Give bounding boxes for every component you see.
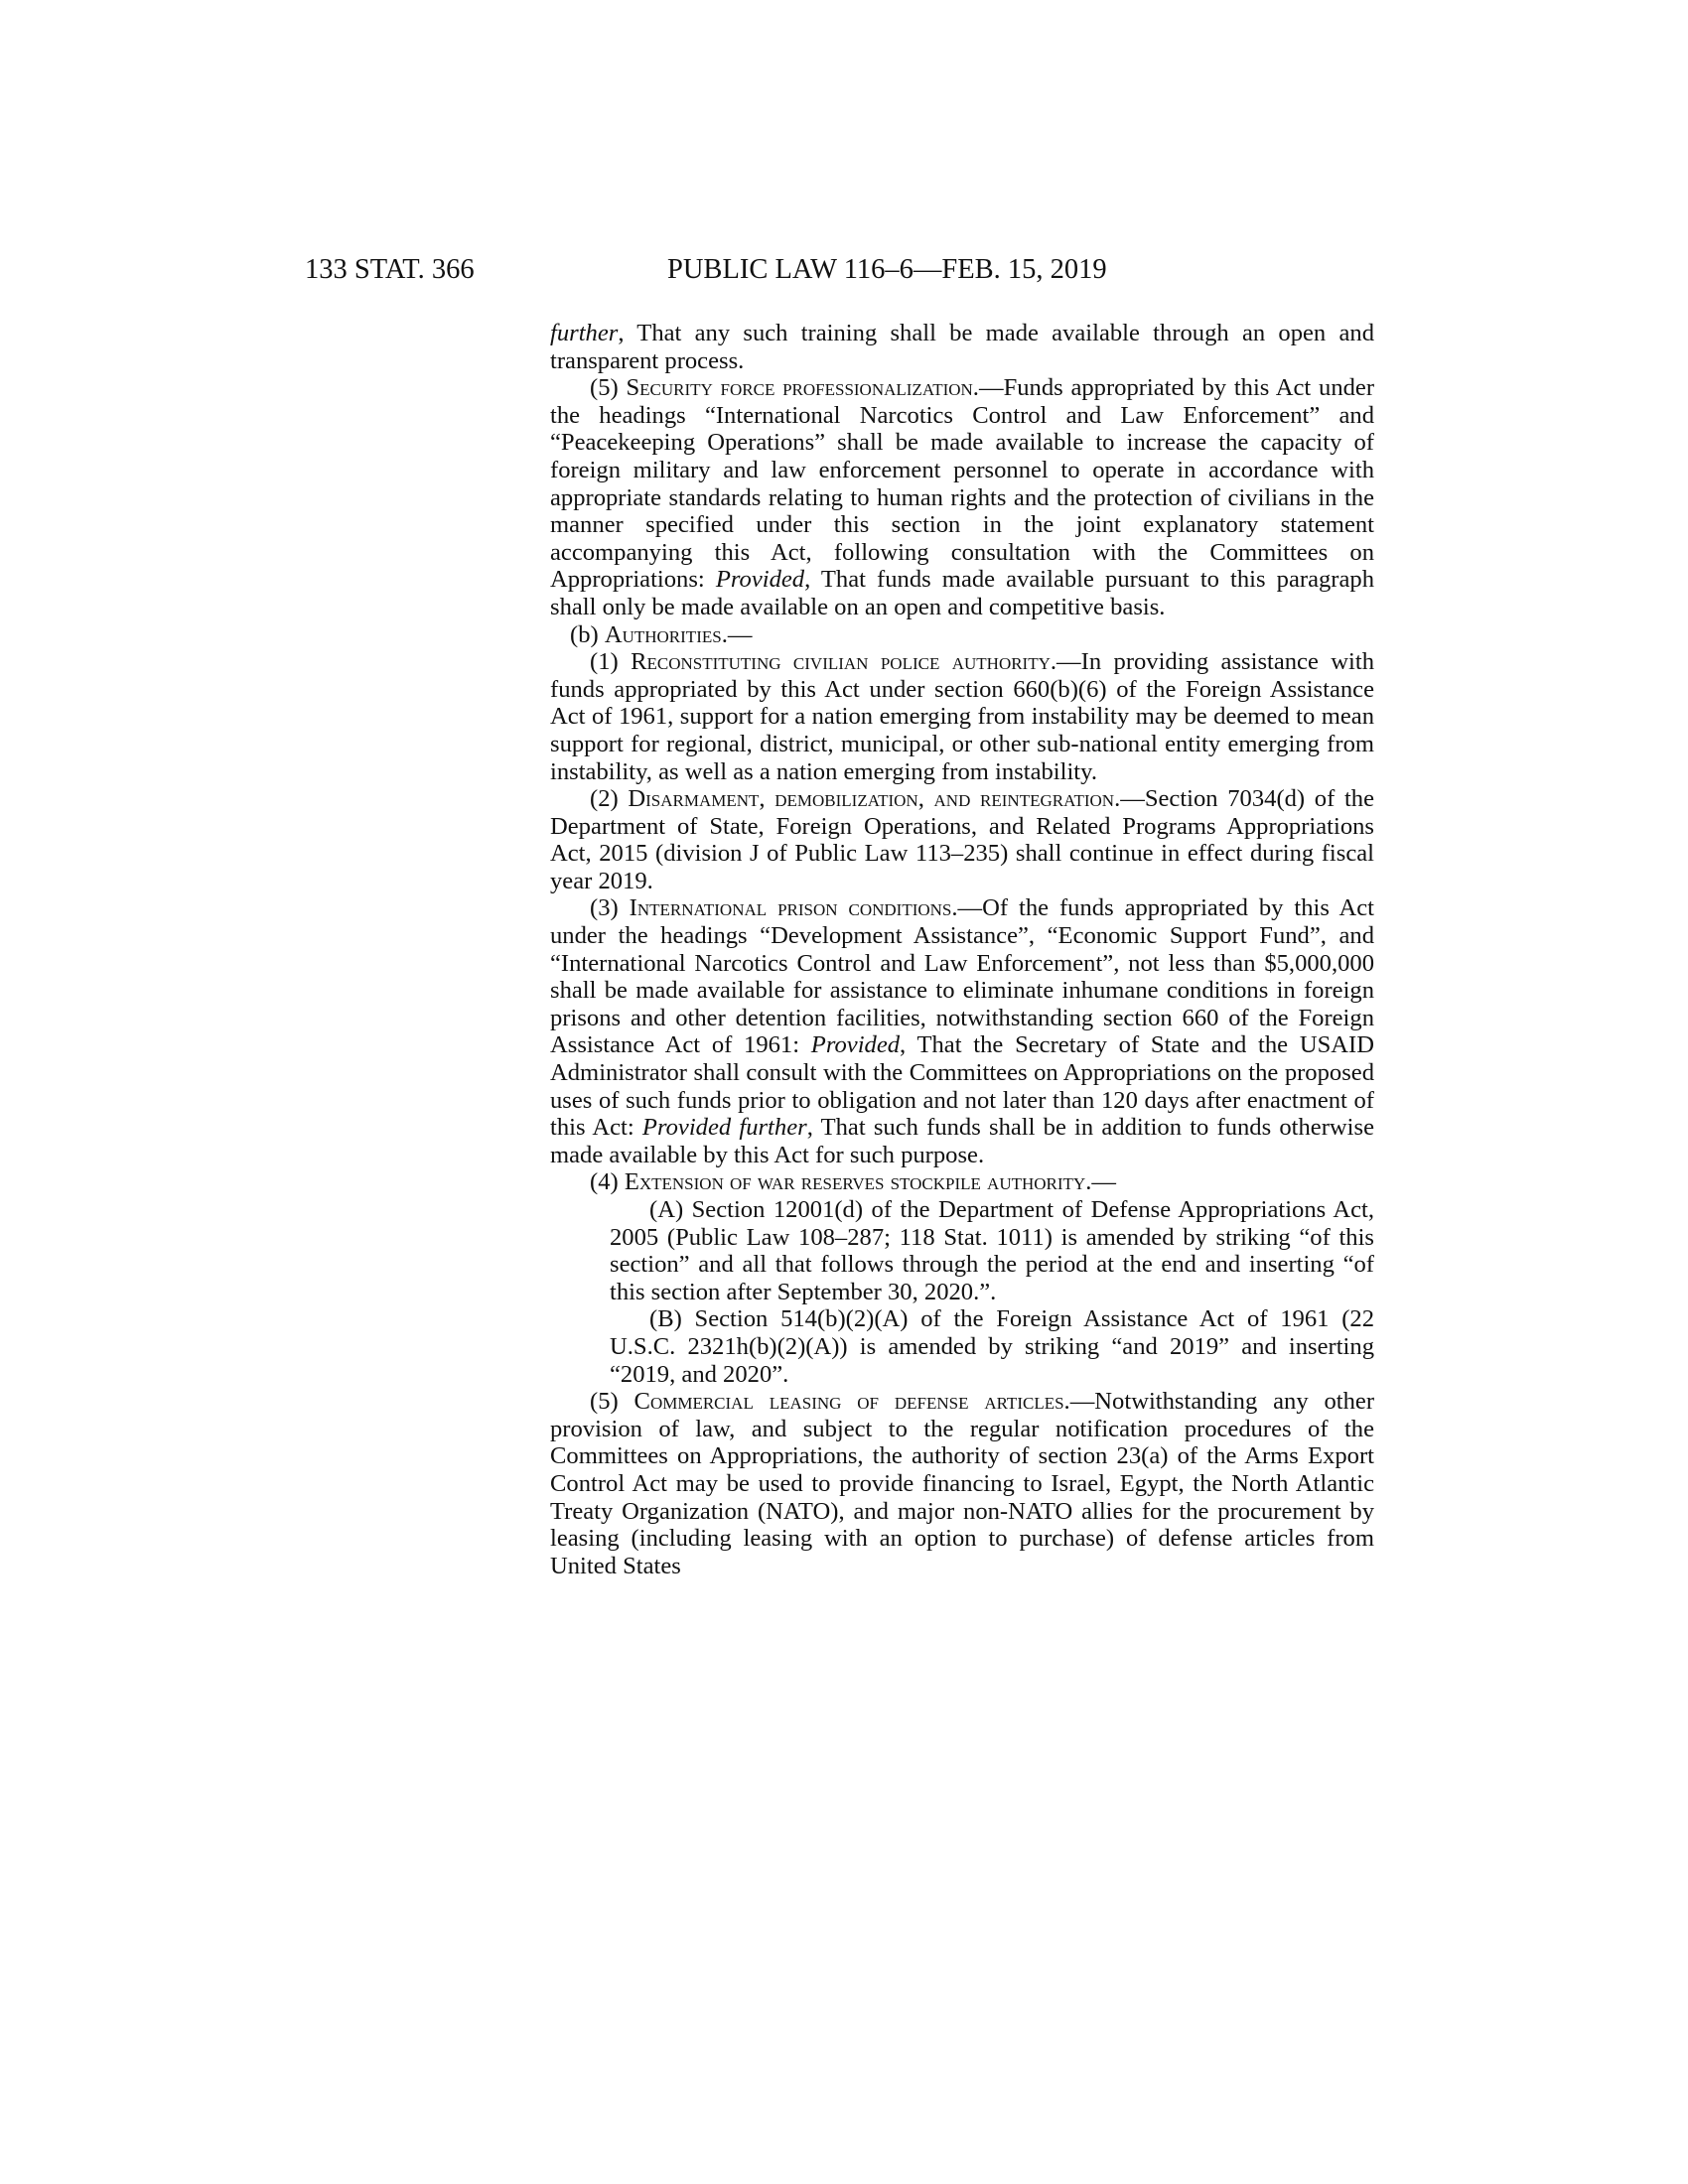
paragraph-text: , That funds made available pursuant to this paragraph shall only be made available on an open and competitive basis. [550,566,1374,620]
paragraph-disarmament [550,785,1374,894]
paragraph-heading: Reconstituting civilian police authority. [631,648,1057,676]
paragraph-number: (5) [590,1388,634,1416]
paragraph-text: — [1091,1168,1116,1196]
italic-term: Provided [810,1031,901,1059]
paragraph-civilian-police-authority [550,648,1374,785]
paragraph-number: (1) [590,648,632,676]
paragraph-text: —Section 7034(d) of the Department of State, Foreign Operations, and Related Programs Appropriations Act, 2015 (division J of Public Law 113–235) shall continue in effect during fiscal year 2019. [550,785,1374,894]
paragraph-number: (4) [590,1168,625,1196]
subsection-authorities [550,621,1374,649]
statute-page-number: 133 STAT. 366 [305,254,475,285]
page-header [0,250,1688,290]
paragraph-heading: Disarmament, demobilization, and reintegration. [628,785,1121,813]
paragraph-text: — [727,620,753,648]
italic-term: Provided [715,566,805,594]
public-law-citation: PUBLIC LAW 116–6—FEB. 15, 2019 [667,254,1107,285]
paragraph-number: (3) [590,894,630,922]
subparagraph-a: (A) Section 12001(d) of the Department of Defense Appropriations Act, 2005 (Public Law 108–287; 118 Stat. 1011) is amended by striking “of this section” and all that follows through the period at the end and inserting “of this section after September 30, 2020.”. [610,1196,1374,1305]
continued-paragraph [550,320,1374,374]
italic-term: further [550,320,619,346]
subparagraph-b: (B) Section 514(b)(2)(A) of the Foreign Assistance Act of 1961 (22 U.S.C. 2321h(b)(2)(A)) is amended by striking “and 2019” and inserting “2019, and 2020”. [610,1305,1374,1388]
paragraph-commercial-leasing [550,1388,1374,1579]
document-body [550,320,1374,1579]
paragraph-text: —In providing assistance with funds appropriated by this Act under section 660(b)(6) of the Foreign Assistance Act of 1961, support for a nation emerging from instability may be deemed to mean support for regional, district, municipal, or other sub-national entity emerging from instability, as well as a nation emerging from instability. [550,648,1375,785]
paragraph-text: —Notwithstanding any other provision of law, and subject to the regular notification procedures of the Committees on Appropriations, the authority of section 23(a) of the Arms Export Control Act may be used to provide financing to Israel, Egypt, the North Atlantic Treaty Organization (NATO), and major non-NATO allies for the procurement by leasing (including leasing with an option to purchase) of defense articles from United States [550,1388,1375,1579]
paragraph-text: , That the Secretary of State and the USAID Administrator shall consult with the Committees on Appropriations on the proposed uses of such funds prior to obligation and not later than 120 days after enactment of this Act: [550,1031,1374,1142]
italic-term: Provided further [641,1114,807,1142]
paragraph-security-force-professionalization [550,374,1374,620]
paragraph-number: (5) [590,374,627,402]
subsection-letter: (b) [570,620,605,648]
paragraph-prison-conditions [550,894,1374,1168]
paragraph-war-reserves [550,1168,1374,1196]
paragraph-text: , That any such training shall be made available through an open and transparent process. [550,320,1374,374]
paragraph-heading: Commercial leasing of defense articles. [633,1388,1070,1416]
paragraph-text: —Of the funds appropriated by this Act under the headings “Development Assistance”, “Economic Support Fund”, and “International Narcotics Control and Law Enforcement”, not less than $5,000,000 shall be made available for assistance to eliminate inhumane conditions in foreign prisons and other detention facilities, notwithstanding section 660 of the Foreign Assistance Act of 1961: [550,894,1374,1059]
paragraph-number: (2) [590,785,629,813]
paragraph-heading: Extension of war reserves stockpile authority. [624,1168,1092,1196]
subsection-heading: Authorities. [604,620,728,648]
paragraph-text: , That such funds shall be in addition to funds otherwise made available by this Act for such purpose. [550,1114,1374,1168]
paragraph-heading: Security force professionalization. [626,374,979,402]
paragraph-heading: International prison conditions. [629,894,958,922]
paragraph-text: —Funds appropriated by this Act under the headings “International Narcotics Control and Law Enforcement” and “Peacekeeping Operations” shall be made available to increase the capacity of foreign military and law enforcement personnel to operate in accordance with appropriate standards relating to human rights and the protection of civilians in the manner specified under this section in the joint explanatory statement accompanying this Act, following consultation with the Committees on Appropriations: [550,374,1375,594]
